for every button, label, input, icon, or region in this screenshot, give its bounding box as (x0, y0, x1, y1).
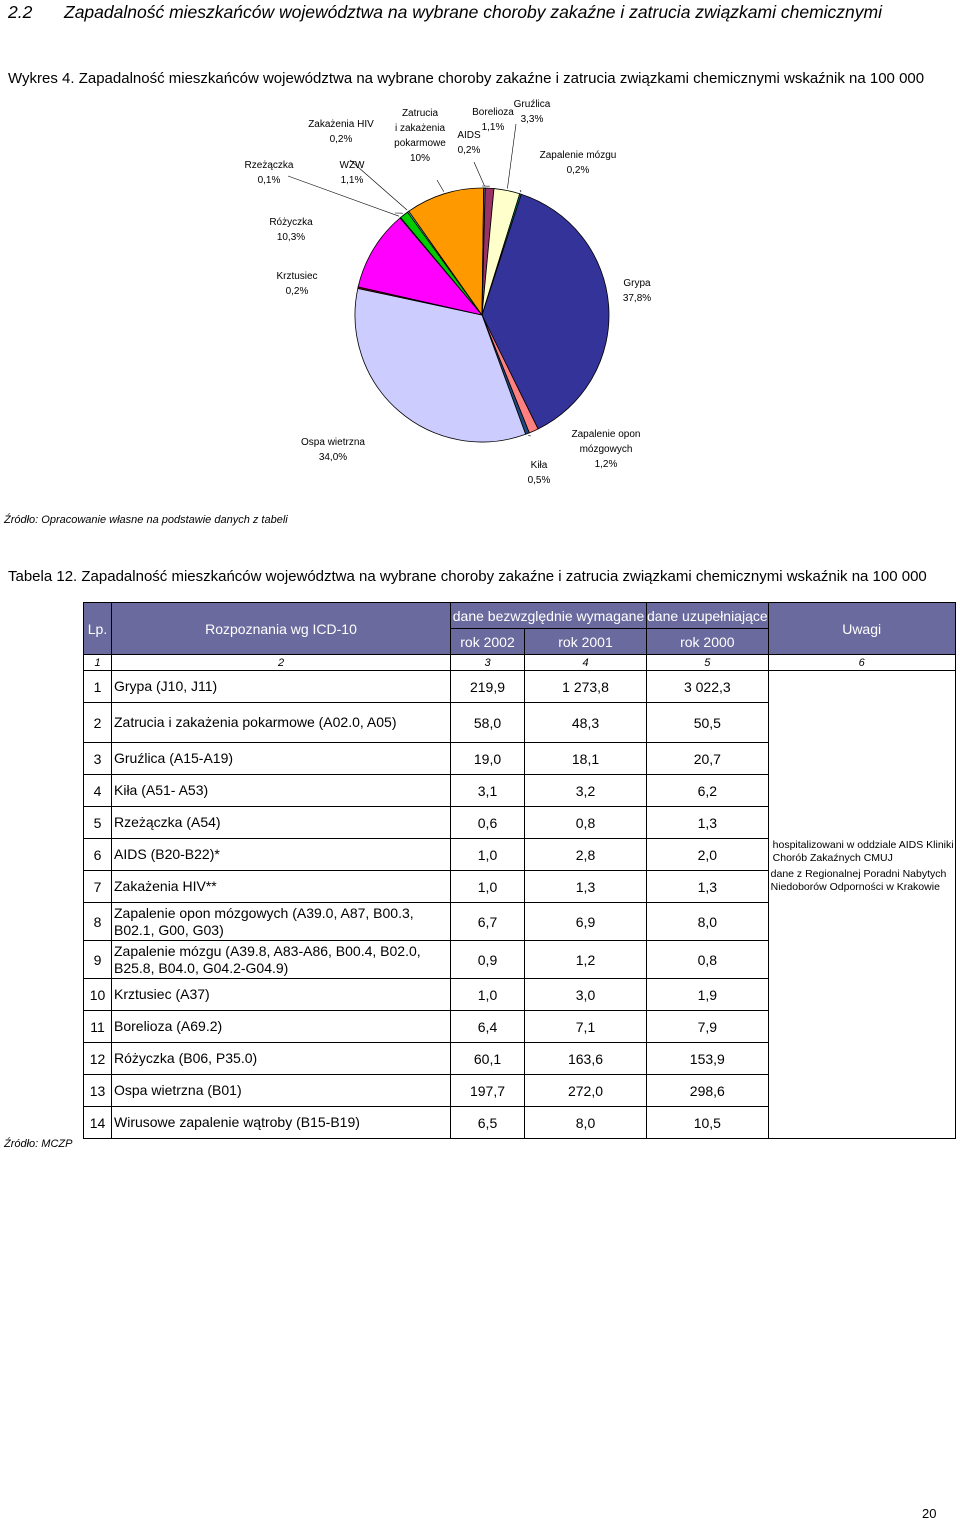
pie-label: Zapalenie mózgu 0,2% (539, 150, 617, 176)
row-number: 7 (84, 871, 112, 903)
chart-source: Źródło: Opracowanie własne na podstawie danych z tabeli (4, 514, 288, 526)
diagnosis-name: Zatrucia i zakażenia pokarmowe (A02.0, A05) (112, 703, 451, 743)
column-index: 1 (84, 655, 112, 671)
value-2002: 6,7 (451, 903, 525, 941)
value-2000: 20,7 (647, 743, 769, 775)
row-number: 6 (84, 839, 112, 871)
diagnosis-name: Zapalenie opon mózgowych (A39.0, A87, B00.3, B02.1, G00, G03) (112, 903, 451, 941)
page-number: 20 (922, 1506, 937, 1521)
header-lp: Lp. (84, 603, 112, 655)
value-2000: 10,5 (647, 1107, 769, 1139)
pie-label: Gruźlica 3,3% (513, 99, 551, 125)
pie-label: AIDS 0,2% (457, 130, 481, 156)
row-number: 3 (84, 743, 112, 775)
column-index: 4 (525, 655, 647, 671)
value-2002: 0,6 (451, 807, 525, 839)
header-year-2000: rok 2000 (647, 629, 769, 655)
diagnosis-name: Wirusowe zapalenie wątroby (B15-B19) (112, 1107, 451, 1139)
pie-slices (355, 188, 609, 442)
header-remarks: Uwagi (768, 603, 955, 655)
pie-leader-line (507, 124, 516, 189)
row-number: 11 (84, 1011, 112, 1043)
pie-label: WZW 1,1% (339, 160, 365, 186)
value-2000: 8,0 (647, 903, 769, 941)
value-2000: 298,6 (647, 1075, 769, 1107)
row-number: 12 (84, 1043, 112, 1075)
value-2001: 3,0 (525, 979, 647, 1011)
column-index: 6 (768, 655, 955, 671)
pie-leader-line (474, 162, 485, 186)
value-2002: 0,9 (451, 941, 525, 979)
row-number: 10 (84, 979, 112, 1011)
pie-leader-line (520, 190, 521, 192)
pie-chart (0, 90, 960, 520)
diagnosis-name: Rzeżączka (A54) (112, 807, 451, 839)
value-2002: 6,4 (451, 1011, 525, 1043)
value-2001: 2,8 (525, 839, 647, 871)
value-2000: 6,2 (647, 775, 769, 807)
value-2001: 8,0 (525, 1107, 647, 1139)
header-supplementary: dane uzupełniające (647, 603, 769, 629)
pie-label: Ospa wietrzna 34,0% (301, 437, 365, 463)
column-index-row (84, 655, 956, 671)
pie-label: Różyczka 10,3% (269, 217, 313, 243)
pie-leader-line (528, 435, 531, 436)
value-2000: 2,0 (647, 839, 769, 871)
section-heading (8, 2, 882, 23)
diagnosis-name: Grypa (J10, J11) (112, 671, 451, 703)
diagnosis-name: Kiła (A51- A53) (112, 775, 451, 807)
row-number: 5 (84, 807, 112, 839)
value-2000: 1,3 (647, 871, 769, 903)
diagnosis-name: Gruźlica (A15-A19) (112, 743, 451, 775)
pie-label: Zatrucia i zakażenia pokarmowe 10% (394, 108, 446, 164)
row-number: 1 (84, 671, 112, 703)
diagnosis-name: AIDS (B20-B22)* (112, 839, 451, 871)
value-2002: 1,0 (451, 979, 525, 1011)
pie-label: Zapalenie opon mózgowych 1,2% (571, 429, 641, 470)
pie-label: Zakażenia HIV 0,2% (308, 119, 374, 145)
table-row (84, 671, 956, 703)
value-2000: 1,3 (647, 807, 769, 839)
header-year-2001: rok 2001 (525, 629, 647, 655)
diagnosis-name: Zapalenie mózgu (A39.8, A83-A86, B00.4, B02.0, B25.8, B04.0, G04.2-G04.9) (112, 941, 451, 979)
note-hiv: dane z Regionalnej Poradni Nabytych Niedoborów Odporności w Krakowie (770, 868, 947, 893)
value-2002: 219,9 (451, 671, 525, 703)
value-2002: 197,7 (451, 1075, 525, 1107)
value-2000: 3 022,3 (647, 671, 769, 703)
column-index: 5 (647, 655, 769, 671)
value-2000: 7,9 (647, 1011, 769, 1043)
pie-leader-line (437, 180, 444, 192)
row-number: 14 (84, 1107, 112, 1139)
row-number: 8 (84, 903, 112, 941)
row-number: 9 (84, 941, 112, 979)
remarks-cell (768, 671, 955, 1139)
chart-title: Wykres 4. Zapadalność mieszkańców województwa na wybrane choroby zakaźne i zatrucia związkami chemicznymi wskaźnik na 100 000 (8, 70, 925, 87)
table-title: Tabela 12. Zapadalność mieszkańców województwa na wybrane choroby zakaźne i zatrucia związkami chemicznymi wskaźnik na 100 000 (8, 568, 927, 585)
value-2002: 60,1 (451, 1043, 525, 1075)
value-2001: 1,2 (525, 941, 647, 979)
header-year-2002: rok 2002 (451, 629, 525, 655)
header-diagnosis: Rozpoznania wg ICD-10 (112, 603, 451, 655)
value-2002: 1,0 (451, 839, 525, 871)
value-2002: 19,0 (451, 743, 525, 775)
value-2001: 0,8 (525, 807, 647, 839)
value-2001: 1 273,8 (525, 671, 647, 703)
value-2002: 58,0 (451, 703, 525, 743)
value-2001: 3,2 (525, 775, 647, 807)
value-2002: 3,1 (451, 775, 525, 807)
diagnosis-name: Różyczka (B06, P35.0) (112, 1043, 451, 1075)
pie-label: Grypa 37,8% (622, 278, 652, 304)
value-2001: 163,6 (525, 1043, 647, 1075)
value-2000: 50,5 (647, 703, 769, 743)
value-2001: 272,0 (525, 1075, 647, 1107)
section-number: 2.2 (8, 2, 33, 22)
column-index: 2 (112, 655, 451, 671)
row-number: 4 (84, 775, 112, 807)
diagnosis-name: Zakażenia HIV** (112, 871, 451, 903)
note-aids: hospitalizowani w oddziale AIDS Kliniki Chorób Zakaźnych CMUJ (772, 839, 954, 864)
header-required: dane bezwzględnie wymagane (451, 603, 647, 629)
value-2001: 6,9 (525, 903, 647, 941)
value-2000: 0,8 (647, 941, 769, 979)
column-index: 3 (451, 655, 525, 671)
incidence-table (83, 602, 956, 1139)
value-2000: 1,9 (647, 979, 769, 1011)
value-2001: 48,3 (525, 703, 647, 743)
pie-label: Rzeżączka 0,1% (244, 160, 294, 186)
diagnosis-name: Krztusiec (A37) (112, 979, 451, 1011)
pie-label: Krztusiec 0,2% (276, 271, 318, 297)
pie-label: Kiła 0,5% (527, 460, 551, 486)
value-2002: 6,5 (451, 1107, 525, 1139)
section-title: Zapadalność mieszkańców województwa na wybrane choroby zakaźne i zatrucia związkami chemicznymi (64, 2, 882, 22)
value-2002: 1,0 (451, 871, 525, 903)
diagnosis-name: Ospa wietrzna (B01) (112, 1075, 451, 1107)
row-number: 2 (84, 703, 112, 743)
value-2001: 7,1 (525, 1011, 647, 1043)
diagnosis-name: Borelioza (A69.2) (112, 1011, 451, 1043)
value-2000: 153,9 (647, 1043, 769, 1075)
value-2001: 18,1 (525, 743, 647, 775)
table-source: Źródło: MCZP (4, 1138, 73, 1150)
row-number: 13 (84, 1075, 112, 1107)
pie-label: Borelioza 1,1% (472, 107, 514, 133)
value-2001: 1,3 (525, 871, 647, 903)
